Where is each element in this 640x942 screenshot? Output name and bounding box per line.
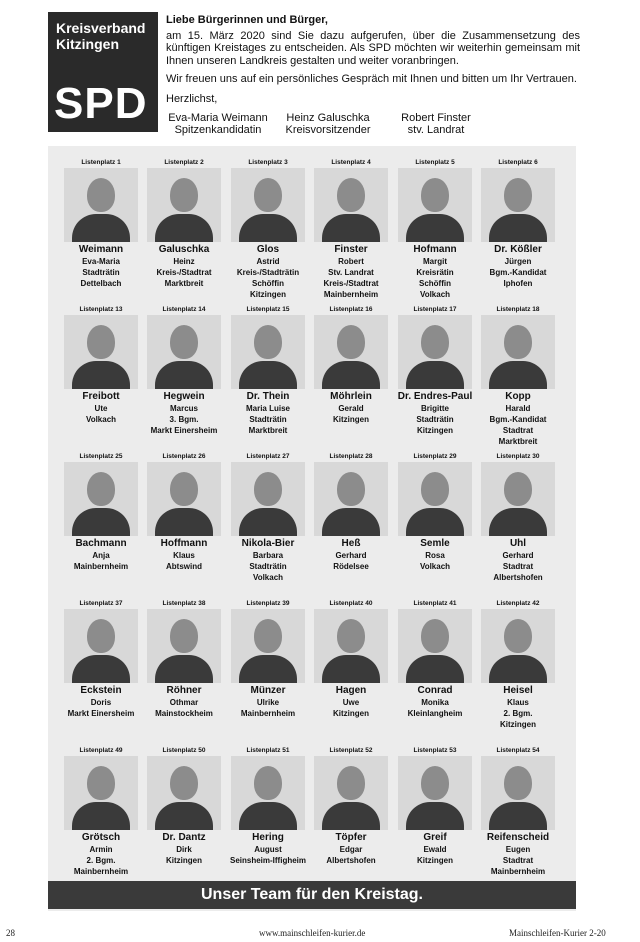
list-position: Listenplatz 28 [329,453,373,460]
candidate-detail: Volkach [419,290,451,299]
letter-closing: Herzlichst, [166,93,218,106]
candidate-detail: Iphofen [503,279,533,288]
candidate-detail: Kreis-/Stadtrat [323,279,379,288]
team-panel [48,146,576,911]
candidate-detail: Abtswind [166,562,202,571]
candidate-card [228,452,308,583]
list-position: Listenplatz 14 [162,306,206,313]
candidate-photo [147,168,221,242]
candidate-detail: Anja [92,551,110,560]
signer [278,112,378,136]
candidate-card [311,746,391,866]
candidate-card [144,158,224,289]
candidate-name: Röhner [166,685,202,696]
candidate-card [395,452,475,572]
candidate-photo [231,315,305,389]
candidate-photo [398,609,472,683]
letter-paragraph-1: am 15. März 2020 sind Sie dazu aufgerufen, über die Zusammensetzung des künftigen Kreistages zu entscheiden. Als SPD möchten wir weiterhin gemeinsam mit Ihnen unseren Landkreis gestalten und weiter voranbringen. [166,30,580,67]
candidate-detail: Rödelsee [333,562,369,571]
portrait-body [239,508,297,536]
spd-logo [48,12,158,132]
candidate-detail: Stadträtin [82,268,120,277]
candidate-photo [147,462,221,536]
list-position: Listenplatz 39 [246,600,290,607]
candidate-photo [64,168,138,242]
candidate-name: Kopp [505,391,531,402]
candidate-detail: Eva-Maria [82,257,120,266]
list-position: Listenplatz 40 [329,600,373,607]
candidate-detail: Heinz [173,257,195,266]
candidate-detail: Seinsheim-Iffigheim [229,856,306,865]
candidate-photo [481,756,555,830]
list-position: Listenplatz 25 [79,453,123,460]
candidate-detail: Ulrike [256,698,280,707]
candidate-detail: Rosa [425,551,445,560]
candidate-card [144,452,224,572]
portrait-body [322,361,380,389]
candidate-card [61,305,141,425]
list-position: Listenplatz 30 [496,453,540,460]
list-position: Listenplatz 5 [415,159,455,166]
list-position: Listenplatz 6 [498,159,538,166]
candidate-detail: Ewald [423,845,447,854]
candidate-name: Uhl [509,538,527,549]
portrait-body [239,802,297,830]
list-position: Listenplatz 26 [162,453,206,460]
portrait-head [254,178,282,212]
portrait-body [489,508,547,536]
candidate-name: Freibott [82,391,120,402]
page-number: 28 [6,928,15,938]
candidate-detail: Stadträtin [249,415,287,424]
portrait-head [337,472,365,506]
portrait-head [87,178,115,212]
letter-paragraph-2: Wir freuen uns auf ein persönliches Gespräch mit Ihnen und bitten um Ihr Vertrauen. [166,72,577,85]
candidate-detail: Ute [94,404,108,413]
candidate-photo [481,168,555,242]
candidate-detail: Kitzingen [417,856,453,865]
candidate-photo [231,168,305,242]
portrait-body [322,655,380,683]
portrait-head [254,325,282,359]
candidate-detail: Harald [505,404,531,413]
candidate-card [228,305,308,436]
portrait-head [504,178,532,212]
candidate-name: Glos [256,244,280,255]
portrait-body [406,508,464,536]
candidate-name: Nikola-Bier [241,538,295,549]
candidate-card [395,599,475,719]
portrait-head [254,619,282,653]
candidate-photo [481,315,555,389]
portrait-head [504,472,532,506]
candidate-photo [481,462,555,536]
candidate-card [311,305,391,425]
candidate-photo [398,756,472,830]
portrait-body [322,802,380,830]
candidate-detail: Kitzingen [333,709,369,718]
signer-role: Spitzenkandidatin [174,124,262,136]
candidate-detail: Stv. Landrat [328,268,374,277]
portrait-head [504,619,532,653]
list-position: Listenplatz 13 [79,306,123,313]
candidate-detail: Stadtrat [502,426,534,435]
candidate-detail: Volkach [85,415,117,424]
list-position: Listenplatz 53 [413,747,457,754]
candidate-detail: Gerhard [335,551,367,560]
portrait-head [421,178,449,212]
portrait-head [421,619,449,653]
portrait-body [155,802,213,830]
candidate-detail: Mainbernheim [323,290,379,299]
portrait-body [406,655,464,683]
candidate-card [395,158,475,300]
candidate-name: Greif [423,832,447,843]
portrait-body [155,214,213,242]
list-position: Listenplatz 4 [331,159,371,166]
portrait-body [72,802,130,830]
list-position: Listenplatz 18 [496,306,540,313]
candidate-photo [398,462,472,536]
list-position: Listenplatz 1 [81,159,121,166]
candidate-name: Grötsch [81,832,121,843]
list-position: Listenplatz 42 [496,600,540,607]
candidate-detail: Marcus [169,404,198,413]
candidate-detail: Kitzingen [250,290,286,299]
candidate-detail: Volkach [419,562,451,571]
candidate-photo [147,315,221,389]
letter-greeting: Liebe Bürgerinnen und Bürger, [166,14,328,26]
candidate-detail: Mainstockheim [155,709,213,718]
candidate-detail: Dettelbach [80,279,122,288]
candidate-detail: Kitzingen [166,856,202,865]
portrait-body [72,508,130,536]
list-position: Listenplatz 51 [246,747,290,754]
candidate-photo [314,168,388,242]
list-position: Listenplatz 2 [164,159,204,166]
portrait-body [489,214,547,242]
candidate-name: Hagen [335,685,367,696]
list-position: Listenplatz 38 [162,600,206,607]
signer [390,112,482,136]
candidate-card [61,452,141,572]
candidate-name: Möhrlein [330,391,372,402]
party-name: SPD [54,79,148,128]
portrait-head [421,472,449,506]
candidate-card [311,452,391,572]
candidate-detail: Stadträtin [416,415,454,424]
candidate-photo [64,756,138,830]
candidate-detail: Markt Einersheim [67,709,135,718]
candidate-detail: Doris [90,698,112,707]
portrait-body [72,361,130,389]
list-position: Listenplatz 17 [413,306,457,313]
candidate-name: Hofmann [413,244,457,255]
portrait-head [254,766,282,800]
candidate-name: Töpfer [335,832,367,843]
candidate-card [144,305,224,436]
signer-name: Heinz Galuschka [286,112,370,124]
candidate-detail: Stadtrat [502,562,534,571]
candidate-photo [398,168,472,242]
candidate-photo [314,609,388,683]
signer-name: Eva-Maria Weimann [168,112,268,124]
candidate-detail: Margit [423,257,447,266]
candidate-detail: Klaus [507,698,529,707]
portrait-head [337,619,365,653]
candidate-detail: 2. Bgm. [503,709,533,718]
candidate-detail: Astrid [256,257,280,266]
candidate-name: Dr. Kößler [494,244,542,255]
portrait-head [170,325,198,359]
candidate-detail: Klaus [173,551,195,560]
list-position: Listenplatz 50 [162,747,206,754]
candidate-photo [147,756,221,830]
signer-role: Kreisvorsitzender [285,124,371,136]
candidate-name: Bachmann [75,538,127,549]
candidate-detail: Jürgen [504,257,532,266]
candidate-photo [147,609,221,683]
candidate-photo [481,609,555,683]
candidate-photo [231,609,305,683]
candidate-detail: Eugen [505,845,531,854]
candidate-photo [314,315,388,389]
portrait-body [239,214,297,242]
portrait-head [337,325,365,359]
portrait-body [489,802,547,830]
candidate-name: Münzer [250,685,286,696]
candidate-name: Hering [252,832,284,843]
candidate-card [61,158,141,289]
list-position: Listenplatz 37 [79,600,123,607]
candidate-photo [64,462,138,536]
candidate-photo [231,756,305,830]
candidate-detail: Kitzingen [417,426,453,435]
candidate-card [478,305,558,447]
candidate-detail: Marktbreit [248,426,288,435]
portrait-head [170,619,198,653]
portrait-head [170,766,198,800]
signer-role: stv. Landrat [407,124,465,136]
candidate-detail: Albertshofen [493,573,543,582]
candidate-detail: Dirk [176,845,192,854]
candidate-detail: Kitzingen [500,720,536,729]
candidate-detail: Markt Einersheim [150,426,218,435]
candidate-card [144,599,224,719]
candidate-name: Heisel [503,685,533,696]
candidate-card [61,599,141,719]
candidate-card [311,158,391,300]
candidate-detail: Armin [89,845,113,854]
candidate-detail: Gerhard [502,551,534,560]
signer [166,112,270,136]
candidate-photo [314,756,388,830]
portrait-body [489,361,547,389]
list-position: Listenplatz 15 [246,306,290,313]
portrait-head [87,619,115,653]
candidate-name: Eckstein [80,685,122,696]
list-position: Listenplatz 49 [79,747,123,754]
candidate-detail: Kreis-/Stadträtin [236,268,300,277]
portrait-head [421,325,449,359]
candidate-name: Heß [341,538,361,549]
candidate-detail: Brigitte [421,404,449,413]
portrait-body [406,802,464,830]
candidate-name: Reifenscheid [486,832,550,843]
candidate-detail: Gerald [338,404,364,413]
candidate-photo [64,315,138,389]
list-position: Listenplatz 27 [246,453,290,460]
candidate-detail: 2. Bgm. [86,856,116,865]
candidate-name: Finster [334,244,368,255]
portrait-body [322,214,380,242]
portrait-head [254,472,282,506]
candidate-name: Dr. Dantz [162,832,206,843]
org-name: Kreisverband Kitzingen [56,20,146,52]
portrait-body [155,655,213,683]
portrait-body [72,655,130,683]
candidate-name: Hegwein [163,391,205,402]
portrait-body [406,214,464,242]
portrait-body [72,214,130,242]
letter [166,14,580,105]
list-position: Listenplatz 29 [413,453,457,460]
candidate-detail: Schöffin [419,279,451,288]
candidate-name: Dr. Endres-Paul [397,391,473,402]
candidate-name: Conrad [417,685,453,696]
portrait-body [239,655,297,683]
candidate-detail: Uwe [342,698,360,707]
candidate-card [228,746,308,866]
candidate-detail: Maria Luise [245,404,290,413]
candidate-detail: Mainbernheim [73,867,129,876]
candidate-photo [64,609,138,683]
candidate-card [228,599,308,719]
candidate-name: Hoffmann [160,538,208,549]
portrait-body [155,361,213,389]
candidate-photo [398,315,472,389]
candidate-photo [314,462,388,536]
candidate-detail: Barbara [252,551,284,560]
portrait-body [239,361,297,389]
signer-name: Robert Finster [401,112,471,124]
candidate-name: Semle [420,538,450,549]
candidate-detail: Kleinlangheim [407,709,463,718]
portrait-head [337,178,365,212]
candidate-card [61,746,141,877]
candidate-detail: Mainbernheim [73,562,129,571]
candidate-card [478,158,558,289]
candidate-name: Galuschka [158,244,210,255]
candidate-detail: 3. Bgm. [169,415,199,424]
portrait-head [170,472,198,506]
team-banner: Unser Team für den Kreistag. [48,881,576,909]
list-position: Listenplatz 16 [329,306,373,313]
portrait-head [87,325,115,359]
candidate-detail: Othmar [169,698,199,707]
candidate-detail: Stadträtin [249,562,287,571]
candidate-detail: Marktbreit [164,279,204,288]
candidate-detail: Kitzingen [333,415,369,424]
list-position: Listenplatz 41 [413,600,457,607]
candidate-card [228,158,308,300]
candidate-card [311,599,391,719]
candidate-detail: Stadtrat [502,856,534,865]
candidate-detail: Bgm.-Kandidat [489,415,547,424]
candidate-name: Dr. Thein [246,391,290,402]
candidate-card [144,746,224,866]
candidate-detail: Kreis-/Stadtrat [156,268,212,277]
list-position: Listenplatz 54 [496,747,540,754]
candidate-detail: Marktbreit [498,437,538,446]
candidate-detail: Monika [421,698,449,707]
candidate-detail: Robert [338,257,364,266]
candidate-card [478,452,558,583]
candidate-card [395,305,475,436]
portrait-head [337,766,365,800]
candidate-name: Weimann [78,244,124,255]
candidate-detail: Volkach [252,573,284,582]
candidate-detail: Kreisrätin [416,268,454,277]
portrait-body [322,508,380,536]
candidate-detail: Schöffin [252,279,284,288]
candidate-detail: Mainbernheim [490,867,546,876]
candidate-photo [231,462,305,536]
candidate-card [395,746,475,866]
portrait-head [170,178,198,212]
candidate-detail: Edgar [339,845,363,854]
portrait-body [489,655,547,683]
portrait-head [421,766,449,800]
portrait-head [87,472,115,506]
candidate-detail: August [254,845,282,854]
portrait-head [504,766,532,800]
portrait-body [155,508,213,536]
portrait-head [87,766,115,800]
candidate-card [478,599,558,730]
footer-website: www.mainschleifen-kurier.de [259,928,366,938]
portrait-head [504,325,532,359]
candidate-detail: Bgm.-Kandidat [489,268,547,277]
candidate-detail: Albertshofen [326,856,376,865]
list-position: Listenplatz 3 [248,159,288,166]
list-position: Listenplatz 52 [329,747,373,754]
portrait-body [406,361,464,389]
candidate-card [478,746,558,877]
candidate-detail: Mainbernheim [240,709,296,718]
footer-publication: Mainschleifen-Kurier 2-20 [509,928,606,938]
